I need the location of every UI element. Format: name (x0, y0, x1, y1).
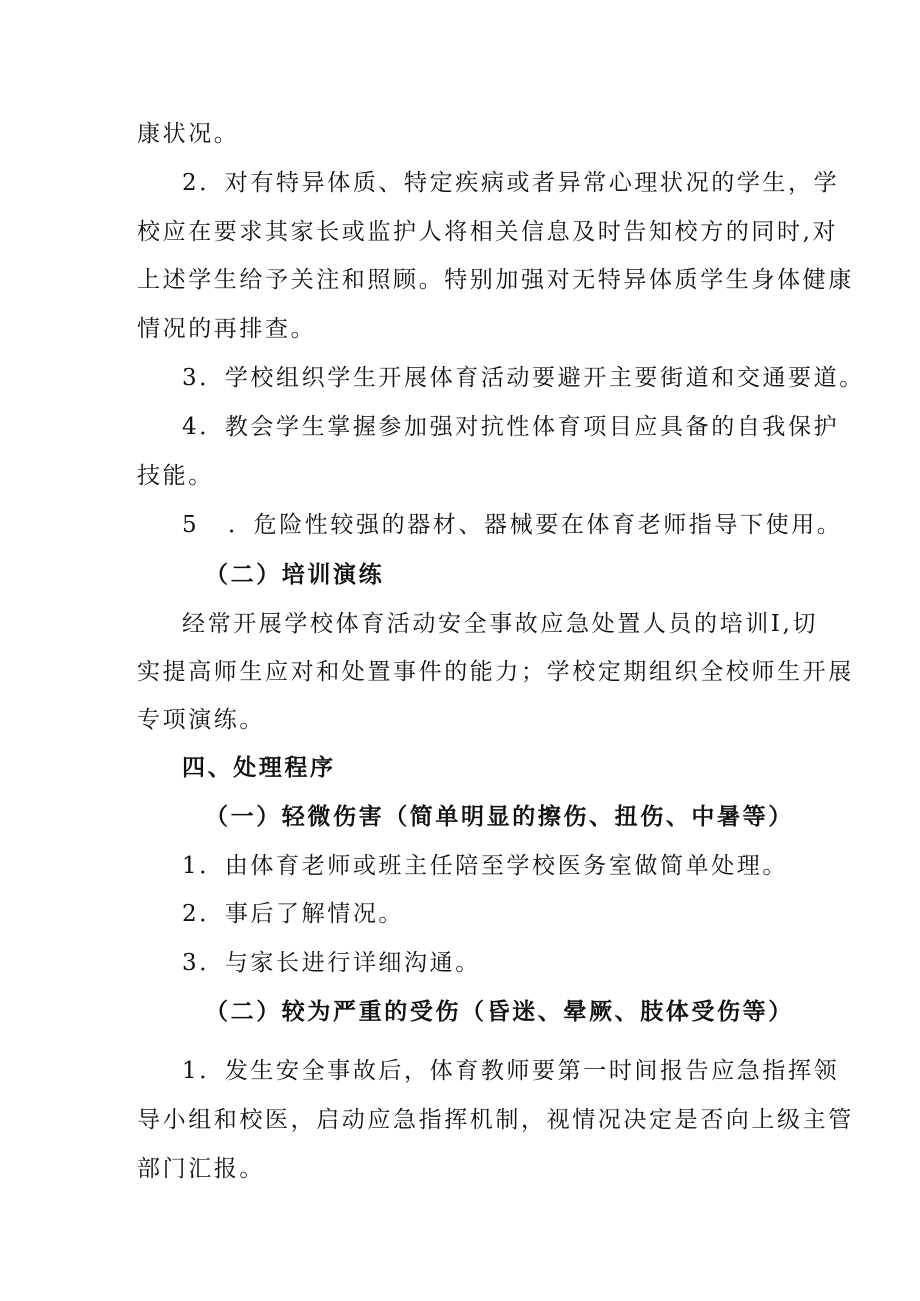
paragraph-line: 导小组和校医，启动应急指挥机制，视情况决定是否向上级主管 (137, 1107, 854, 1133)
list-item-text: ．危险性较强的器材、器械要在体育老师指导下使用。 (228, 512, 843, 538)
paragraph-line: 专项演练。 (137, 707, 265, 733)
section-subheading: （二）培训演练 (205, 562, 385, 588)
list-item-line: 3．与家长进行详细沟通。 (182, 950, 481, 976)
list-item-line: 1．发生安全事故后，体育教师要第一时间报告应急指挥领 (182, 1058, 840, 1084)
paragraph-line: 情况的再排查。 (137, 316, 317, 342)
section-subheading: （二）较为严重的受伤（昏迷、晕厥、肢体受伤等） (205, 999, 794, 1025)
paragraph-line: 实提高师生应对和处置事件的能力；学校定期组织全校师生开展 (137, 659, 854, 685)
list-item-line (182, 510, 842, 540)
paragraph-line: 康状况。 (137, 121, 240, 147)
paragraph-line: 技能。 (137, 463, 214, 489)
list-item-line: 4．教会学生掌握参加强对抗性体育项目应具备的自我保护 (182, 414, 840, 440)
list-item-line: 2．对有特异体质、特定疾病或者异常心理状况的学生，学 (182, 170, 840, 196)
list-number: 5 (182, 512, 200, 538)
paragraph-line: 校应在要求其家长或监护人将相关信息及时告知校方的同时,对 (137, 219, 839, 245)
section-subheading: （一）轻微伤害（简单明显的擦伤、扭伤、中暑等） (205, 804, 794, 830)
paragraph-line: 部门汇报。 (137, 1156, 265, 1182)
list-item-line: 2．事后了解情况。 (182, 901, 405, 927)
section-heading: 四、处理程序 (182, 755, 336, 781)
paragraph-line: 上述学生给予关注和照顾。特别加强对无特异体质学生身体健康 (137, 267, 854, 293)
list-item-line: 1．由体育老师或班主任陪至学校医务室做简单处理。 (182, 853, 789, 879)
list-item-line: 3．学校组织学生开展体育活动要避开主要街道和交通要道。 (182, 365, 865, 391)
paragraph-line: 经常开展学校体育活动安全事故应急处置人员的培训Ⅰ,切 (182, 611, 818, 637)
